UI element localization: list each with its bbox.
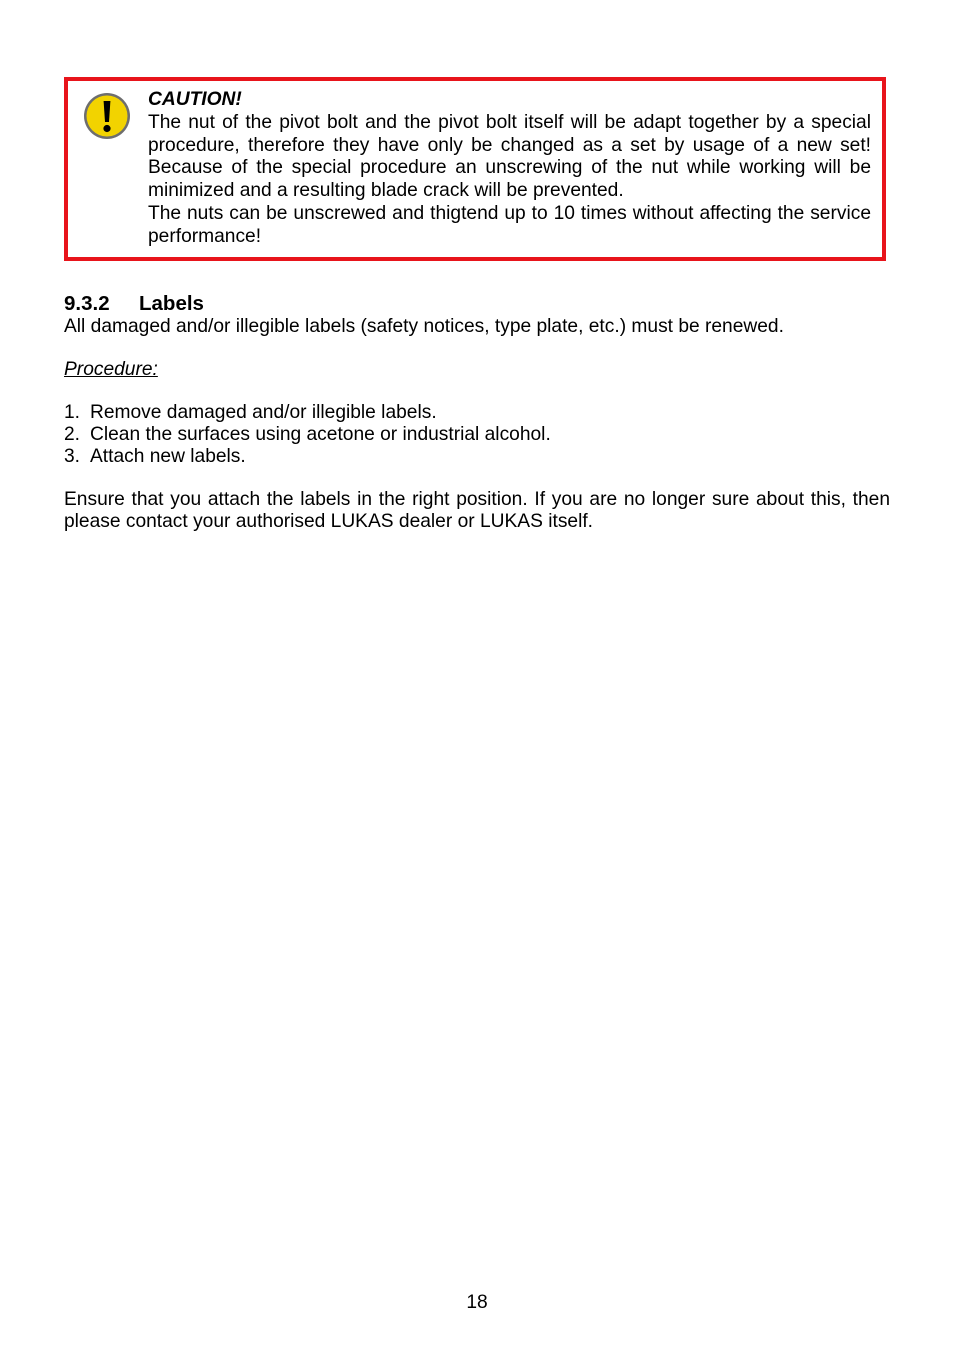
caution-paragraph: The nuts can be unscrewed and thigtend up to 10 times without affecting the service performance! <box>148 202 871 247</box>
procedure-label: Procedure: <box>64 359 158 380</box>
list-item <box>64 424 890 446</box>
caution-text <box>148 89 871 249</box>
warning-exclamation-icon <box>82 91 132 141</box>
page-number: 18 <box>466 1292 488 1313</box>
step-text: Clean the surfaces using acetone or industrial alcohol. <box>90 424 551 445</box>
caution-title: CAUTION! <box>148 89 242 110</box>
section-title: Labels <box>139 292 204 315</box>
section-heading <box>64 292 890 316</box>
step-text: Attach new labels. <box>90 446 246 467</box>
section-intro: All damaged and/or illegible labels (safety notices, type plate, etc.) must be renewed. <box>64 316 784 337</box>
caution-paragraph: The nut of the pivot bolt and the pivot bolt itself will be adapt together by a special procedure, therefore they have only be changed as a set by usage of a new set! Because of the special procedure an unscrewing of the nut while working will be minimized and a resulting blade crack will be prevented. <box>148 111 871 202</box>
closing-paragraph: Ensure that you attach the labels in the right position. If you are no longer sure about this, then please contact your authorised LUKAS dealer or LUKAS itself. <box>64 489 890 532</box>
caution-box <box>64 77 886 261</box>
step-number: 1. <box>64 402 81 423</box>
list-item <box>64 446 890 468</box>
section-content <box>64 292 890 533</box>
step-number: 3. <box>64 446 81 467</box>
list-item <box>64 402 890 424</box>
section-number: 9.3.2 <box>64 292 110 315</box>
step-text: Remove damaged and/or illegible labels. <box>90 402 437 423</box>
step-number: 2. <box>64 424 81 445</box>
procedure-steps <box>64 402 890 468</box>
